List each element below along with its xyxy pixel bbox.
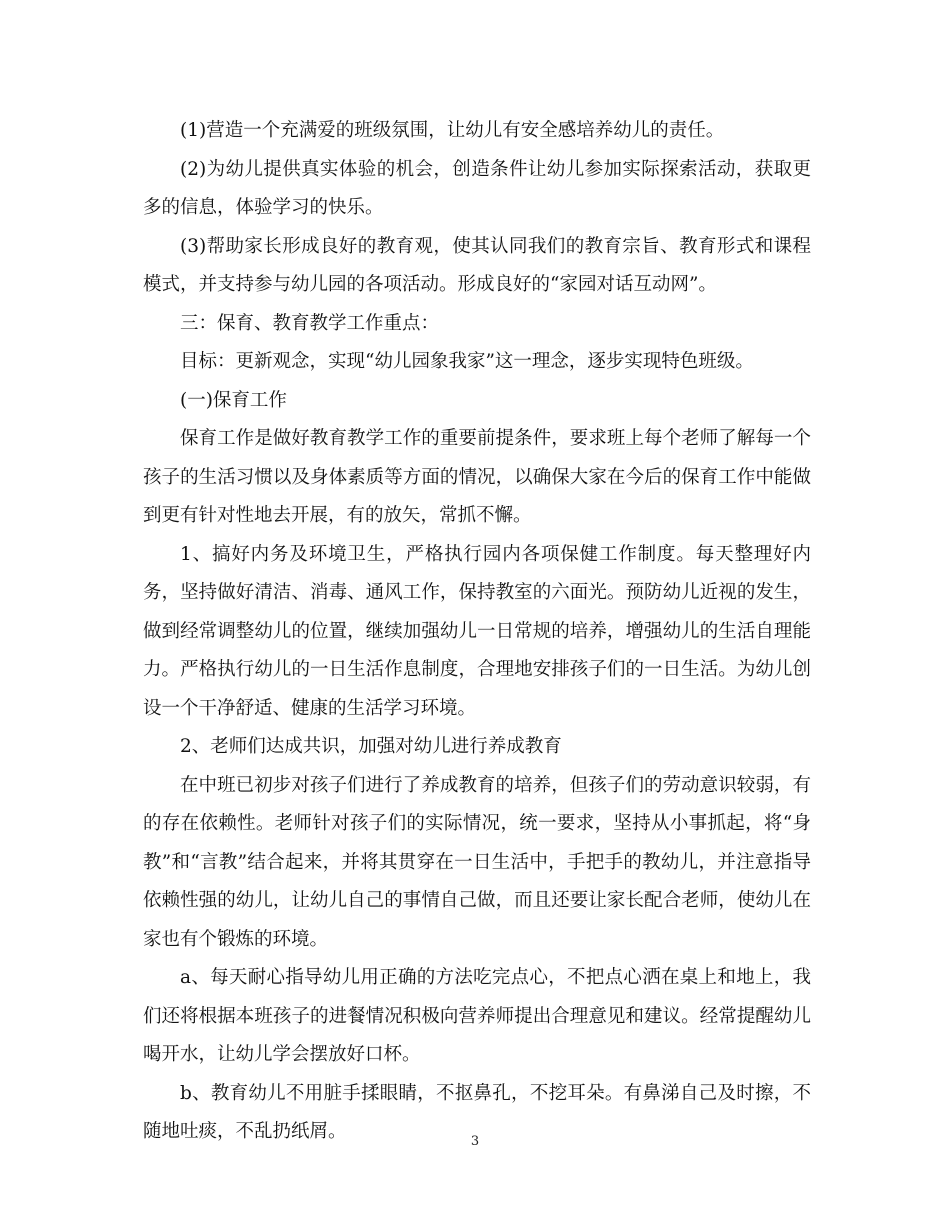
section-heading: 三：保育、教育教学工作重点：: [180, 312, 440, 334]
paragraph-item-2: (2)为幼儿提供真实体验的机会，创造条件让幼儿参加实际探索活动，获取更多的信息，体验学习的快乐。: [143, 158, 811, 218]
paragraph-habit-education: 在中班已初步对孩子们进行了养成教育的培养，但孩子们的劳动意识较弱，有的存在依赖性。老师针对孩子们的实际情况，统一要求，坚持从小事抓起，将“身教”和“言教”结合起来，并将其贯穿在一日生活中，手把手的教幼儿，并注意指导依赖性强的幼儿，让幼儿自己的事情自己做，而且还要让家长配合老师，使幼儿在家也有个锻炼的环境。: [143, 774, 811, 950]
paragraph-item-a: a、每天耐心指导幼儿用正确的方法吃完点心，不把点心洒在桌上和地上，我们还将根据本班孩子的进餐情况积极向营养师提出合理意见和建议。经常提醒幼儿喝开水，让幼儿学会摆放好口杯。: [143, 967, 811, 1065]
page-number: 3: [470, 1134, 480, 1149]
paragraph-item-1: (1)营造一个充满爱的班级氛围，让幼儿有安全感培养幼儿的责任。: [180, 120, 725, 141]
goal-statement: 目标：更新观念，实现“幼儿园象我家”这一理念，逐步实现特色班级。: [180, 351, 754, 372]
paragraph-item-3: (3)帮助家长形成良好的教育观，使其认同我们的教育宗旨、教育形式和课程模式，并支持参与幼儿园的各项活动。形成良好的“家园对话互动网”。: [143, 235, 811, 295]
paragraph-hygiene: 1、搞好内务及环境卫生，严格执行园内各项保健工作制度。每天整理好内务，坚持做好清洁、消毒、通风工作，保持教室的六面光。预防幼儿近视的发生，做到经常调整幼儿的位置，继续加强幼儿一日常规的培养，增强幼儿的生活自理能力。严格执行幼儿的一日生活作息制度，合理地安排孩子们的一日生活。为幼儿创设一个干净舒适、健康的生活学习环境。: [143, 543, 811, 719]
document-body: [143, 112, 811, 1152]
paragraph-item-b: b、教育幼儿不用脏手揉眼睛，不抠鼻孔，不挖耳朵。有鼻涕自己及时擦，不随地吐痰，不乱扔纸屑。: [143, 1082, 811, 1142]
paragraph-care-intro: 保育工作是做好教育教学工作的重要前提条件，要求班上每个老师了解每一个孩子的生活习惯以及身体素质等方面的情况，以确保大家在今后的保育工作中能做到更有针对性地去开展，有的放矢，常抓不懈。: [143, 428, 811, 526]
paragraph-consensus-heading: 2、老师们达成共识，加强对幼儿进行养成教育: [180, 736, 562, 757]
subsection-heading: (一)保育工作: [180, 389, 287, 411]
